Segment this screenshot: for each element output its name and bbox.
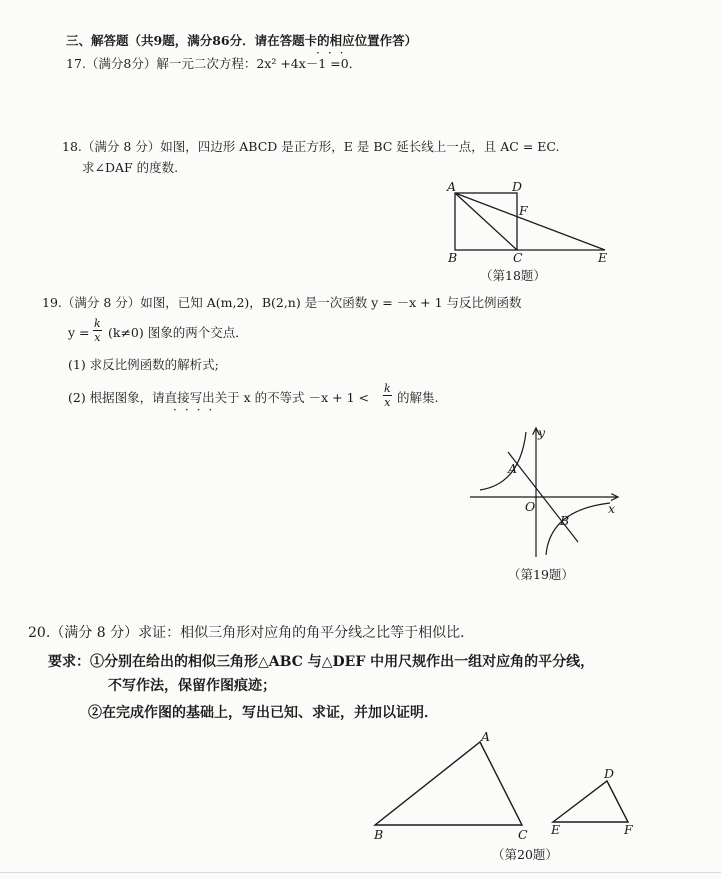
fig20-caption: （第20题） [492, 847, 558, 862]
question-20-req2: 不写作法，保留作图痕迹； [108, 678, 276, 694]
fig18-label-a: A [447, 179, 457, 194]
triangle-def [553, 781, 628, 822]
emphasis-dots: ···· [173, 403, 221, 417]
question-19-part2-pre: (2) 根据图象，请直接写出关于 x 的不等式 －x + 1 < [68, 390, 370, 405]
section-heading: 三、解答题（共9题，满分86分．请在答题卡的相应位置作答） [66, 33, 418, 48]
fig19-label-a: A [508, 461, 518, 476]
question-20-req1: 要求：①分别在给出的相似三角形△ABC 与△DEF 中用尺规作出一组对应角的平分线， [48, 654, 595, 670]
fig18-label-f: F [519, 203, 528, 218]
fig20-label-d: D [604, 766, 615, 781]
fig18-label-d: D [512, 179, 523, 194]
fig19-label-o: O [525, 499, 536, 514]
question-20-req3: ②在完成作图的基础上，写出已知、求证，并加以证明． [88, 705, 438, 721]
fig19-caption: （第19题） [508, 567, 574, 582]
fig18-caption: （第18题） [480, 268, 546, 283]
fig19-label-x: x [608, 501, 616, 516]
fraction-numerator: k [94, 317, 101, 330]
question-17: 17.（满分8分）解一元二次方程：2x² +4x－1 =0. [66, 56, 353, 71]
fraction-numerator: k [384, 382, 391, 395]
fig20-label-e: E [551, 822, 561, 837]
fig18-label-e: E [598, 250, 608, 265]
fraction-denominator: x [384, 396, 391, 409]
fig20-label-b: B [374, 827, 384, 842]
fig19-label-y: y [538, 425, 546, 440]
emphasis-dots: ··· [316, 46, 352, 60]
question-19-line1: 19.（满分 8 分）如图，已知 A(m,2)，B(2,n) 是一次函数 y = －x + 1 与反比例函数 [42, 295, 522, 310]
question-18-line1: 18.（满分 8 分）如图，四边形 ABCD 是正方形，E 是 BC 延长线上一点，且 AC = EC. [62, 139, 560, 154]
fig20-label-a: A [481, 729, 491, 744]
fig20-label-f: F [624, 822, 633, 837]
question-19-part2-post: 的解集. [397, 390, 439, 405]
question-20-line1: 20.（满分 8 分）求证：相似三角形对应角的角平分线之比等于相似比． [28, 625, 475, 641]
fig19-label-b: B [560, 513, 570, 528]
question-19-line2-post: (k≠0) 图象的两个交点． [108, 325, 248, 340]
question-19-line2-pre: y = [68, 325, 90, 340]
question-19-part1: (1) 求反比例函数的解析式; [68, 357, 219, 372]
page-bottom-rule [0, 872, 721, 873]
fig18-label-b: B [448, 250, 458, 265]
fig20-label-c: C [518, 827, 528, 842]
fraction-denominator: x [94, 331, 101, 344]
fig18-label-c: C [513, 250, 523, 265]
question-18-line2: 求∠DAF 的度数. [82, 160, 179, 175]
triangle-abc [375, 742, 522, 825]
